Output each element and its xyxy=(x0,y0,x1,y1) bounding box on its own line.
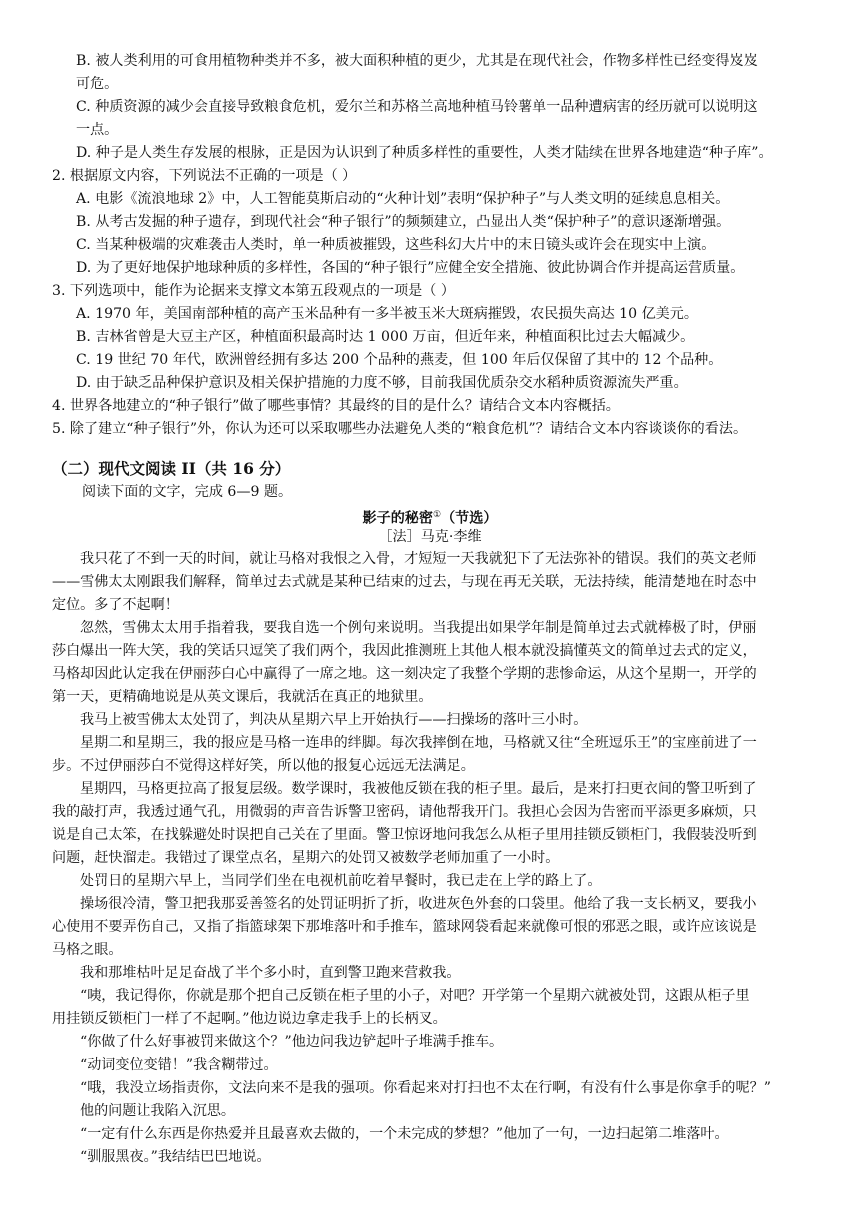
q3-option-c: C. 19 世纪 70 年代，欧洲曾经拥有多达 200 个品种的燕麦，但 100 年后仅保留了其中的 12 个品种。 xyxy=(76,352,723,368)
passage-line: “一定有什么东西是你热爱并且最喜欢去做的，一个未完成的梦想？”他加了一句，一边扫起第二堆落叶。 xyxy=(80,1126,729,1142)
q3-option-a: A. 1970 年，美国南部种植的高产玉米品种有一多半被玉米大斑病摧毁，农民损失高达 10 亿美元。 xyxy=(76,306,698,322)
passage-line: 星期四，马格更拉高了报复层级。数学课时，我被他反锁在我的柜子里。最后，是来打扫更衣间的警卫听到了 xyxy=(80,781,757,797)
q5-stem: 5. 除了建立“种子银行”外，你认为还可以采取哪些办法避免人类的“粮食危机”？请结合文本内容谈谈你的看法。 xyxy=(52,421,748,437)
q1-option-b-line-2: 可危。 xyxy=(76,76,119,92)
q2-option-d: D. 为了更好地保护地球种质的多样性，各国的“种子银行”应健全安全措施、彼此协调合作并提高运营质量。 xyxy=(76,260,745,276)
passage-line: “哦，我没立场指责你，文法向来不是我的强项。你看起来对打扫也不太在行啊，有没有什么事是你拿手的呢？” xyxy=(80,1080,771,1096)
passage-title-text: 影子的秘密 xyxy=(362,510,433,527)
passage-line: 操场很冷清，警卫把我那妥善签名的处罚证明折了折，收进灰色外套的口袋里。他给了我一支长柄叉，要我小 xyxy=(80,896,757,912)
passage-author: ［法］马克·李维 xyxy=(378,529,482,545)
passage-line: ——雪佛太太刚跟我们解释，简单过去式就是某种已结束的过去，与现在再无关联，无法持续，能清楚地在时态中 xyxy=(52,574,757,590)
section-heading: （二）现代文阅读 II（共 16 分） xyxy=(52,459,291,478)
q1-option-b-line-1: B. 被人类利用的可食用植物种类并不多，被大面积种植的更少，尤其是在现代社会，作物多样性已经变得岌岌 xyxy=(76,53,758,69)
passage-title-suffix: （节选） xyxy=(441,510,498,527)
passage-line: “咦，我记得你，你就是那个把自己反锁在柜子里的小子，对吧？开学第一个星期六就被处罚，这跟从柜子里 xyxy=(80,988,750,1004)
passage-line: 马格之眼。 xyxy=(52,942,123,958)
passage-line: 忽然，雪佛太太用手指着我，要我自选一个例句来说明。当我提出如果学年制是简单过去式就棒极了时，伊丽 xyxy=(80,620,757,636)
q2-option-b: B. 从考古发掘的种子遗存，到现代社会“种子银行”的频频建立，凸显出人类“保护种子”的意识逐渐增强。 xyxy=(76,214,731,230)
passage-line: “你做了什么好事被罚来做这个？”他边问我边铲起叶子堆满手推车。 xyxy=(80,1034,504,1050)
q2-option-a: A. 电影《流浪地球 2》中，人工智能莫斯启动的“火种计划”表明“保护种子”与人类文明的延续息息相关。 xyxy=(76,191,730,207)
passage-line: “驯服黑夜。”我结结巴巴地说。 xyxy=(80,1149,271,1165)
passage-line: 说是自己太笨，在找躲避处时误把自己关在了里面。警卫惊讶地问我怎么从柜子里用挂锁反锁柜门，我假装没听到 xyxy=(52,827,757,843)
footnote-marker: ① xyxy=(433,510,442,520)
passage-line: 我和那堆枯叶足足奋战了半个多小时，直到警卫跑来营救我。 xyxy=(80,965,461,981)
passage-line: “动词变位变错！”我含糊带过。 xyxy=(80,1057,278,1073)
q3-option-b: B. 吉林省曾是大豆主产区，种植面积最高时达 1 000 万亩，但近年来，种植面积比过去大幅减少。 xyxy=(76,329,695,345)
q1-option-c-line-2: 一点。 xyxy=(76,122,119,138)
passage-line: 问题，赶快溜走。我错过了课堂点名，星期六的处罚又被数学老师加重了一小时。 xyxy=(52,850,560,866)
q4-stem: 4. 世界各地建立的“种子银行”做了哪些事情？其最终的目的是什么？请结合文本内容概括。 xyxy=(52,398,620,414)
passage-line: 我只花了不到一天的时间，就让马格对我恨之入骨，才短短一天我就犯下了无法弥补的错误。我们的英文老师 xyxy=(80,551,757,567)
passage-line: 第一天，更精确地说是从英文课后，我就活在真正的地狱里。 xyxy=(52,689,433,705)
passage-line: 他的问题让我陷入沉思。 xyxy=(80,1103,236,1119)
passage-line: 莎白爆出一阵大笑，我的笑话只逗笑了我们两个，我因此推测班上其他人根本就没搞懂英文的简单过去式的定义， xyxy=(52,643,757,659)
passage-line: 步。不过伊丽莎白不觉得这样好笑，所以他的报复心远远无法满足。 xyxy=(52,758,475,774)
passage-line: 马格却因此认定我在伊丽莎白心中赢得了一席之地。这一刻决定了我整个学期的悲惨命运，从这个星期一，开学的 xyxy=(52,666,757,682)
passage-line: 处罚日的星期六早上，当同学们坐在电视机前吃着早餐时，我已走在上学的路上了。 xyxy=(80,873,602,889)
passage-line: 定位。多了不起啊！ xyxy=(52,597,179,613)
q1-option-d: D. 种子是人类生存发展的根脉，正是因为认识到了种质多样性的重要性，人类才陆续在世界各地建造“种子库”。 xyxy=(76,145,773,161)
passage-line: 用挂锁反锁柜门一样了不起啊。”他边说边拿走我手上的长柄叉。 xyxy=(52,1011,447,1027)
q1-option-c-line-1: C. 种质资源的减少会直接导致粮食危机，爱尔兰和苏格兰高地种植马铃薯单一品种遭病害的经历就可以说明这 xyxy=(76,99,758,115)
passage-line: 星期二和星期三，我的报应是马格一连串的绊脚。每次我摔倒在地，马格就又往“全班逗乐王”的宝座前进了一 xyxy=(80,735,757,751)
q2-option-c: C. 当某种极端的灾难袭击人类时，单一种质被摧毁，这些科幻大片中的末日镜头或许会在现实中上演。 xyxy=(76,237,716,253)
q3-option-d: D. 由于缺乏品种保护意识及相关保护措施的力度不够，目前我国优质杂交水稻种质资源流失严重。 xyxy=(76,375,688,391)
passage-title xyxy=(0,504,860,526)
passage-line: 我马上被雪佛太太处罚了，判决从星期六早上开始执行——扫操场的落叶三小时。 xyxy=(80,712,588,728)
passage-line: 心使用不要弄伤自己，又指了指篮球架下那堆落叶和手推车，篮球网袋看起来就像可恨的邪恶之眼，或许应该说是 xyxy=(52,919,757,935)
passage-line: 我的敲打声，我透过通气孔，用微弱的声音告诉警卫密码，请他帮我开门。我担心会因为告密而平添更多麻烦，只 xyxy=(52,804,757,820)
q2-stem: 2. 根据原文内容，下列说法不正确的一项是（ ） xyxy=(52,168,357,184)
section-instruction: 阅读下面的文字，完成 6—9 题。 xyxy=(82,484,293,500)
q3-stem: 3. 下列选项中，能作为论据来支撑文本第五段观点的一项是（ ） xyxy=(52,283,455,299)
